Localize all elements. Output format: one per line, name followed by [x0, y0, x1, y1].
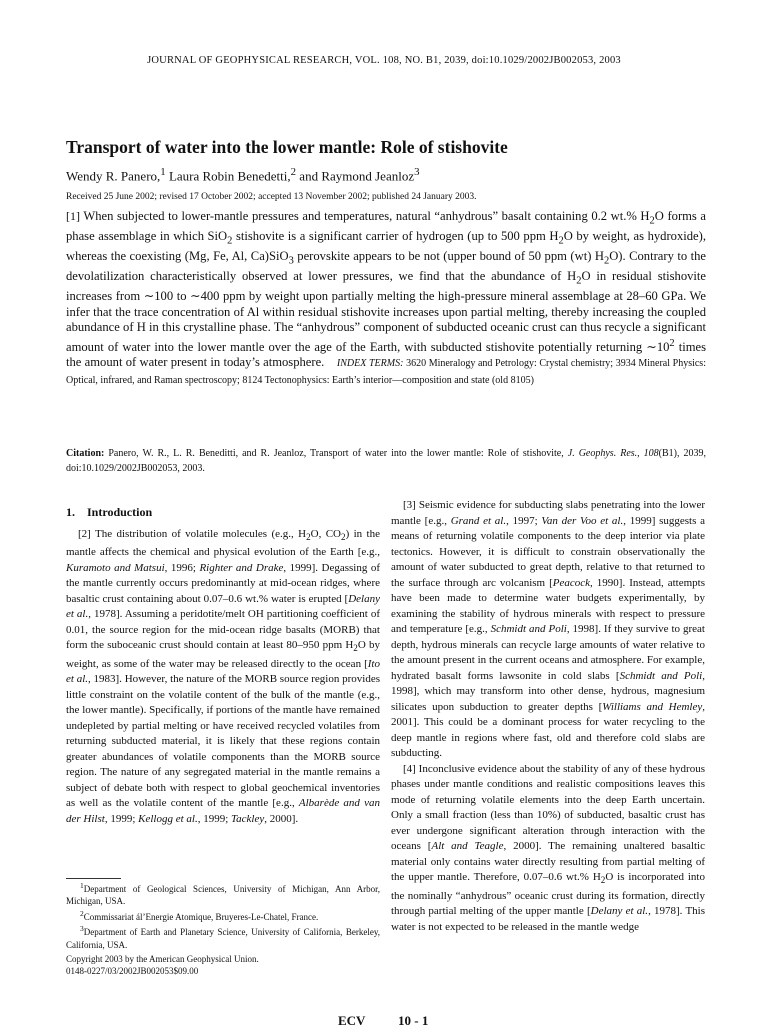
reference-link: Schmidt and Poli [490, 623, 567, 635]
author-name: Laura Robin Benedetti, [165, 168, 291, 184]
footnote: $^1$Department of Geological Sciences, University of Michigan, Ann Arbor, Michigan, USA. [66, 881, 380, 907]
body-paragraph: [3] Seismic evidence for subducting slabs penetrating into the lower mantle [e.g., Grand et al., 1997; Van der Voo et al., 1999] suggests a means of returning volatile components to the deep interior via plate tectonics. However, it is difficult to constrain observationally the amount of water subducted to great depth, relative to that returned to the surface through arc volcanism [Peacock, 1990]. Instead, attempts have been made to determine water budgets experimentally, by examining the stability of hydrous minerals with respect to pressure and temperature [e.g., Schmidt and Poli, 1998]. If they survive to great depth, hydrous minerals can recycle large amounts of water relative to the amount present in the current oceans and atmosphere. For example, hydrated basalt forms lawsonite in cold slabs [Schmidt and Poli, 1998], which may transform into other dense, hydrous, magnesium silicates upon subduction to greater depths [Williams and Hemley, 2001]. This could be a dominant process for water recycling to the deep mantle in regions where fast, old and therefore cold slabs are subducting. [391, 499, 705, 759]
right-column [391, 498, 705, 935]
affiliation-footnotes [66, 880, 380, 951]
body-paragraph: [2] The distribution of volatile molecules (e.g., $H_2O$, $CO_2$) in the mantle affects the chemical and physical evolution of the Earth [e.g., Kuramoto and Matsui, 1996; Righter and Drake, 1999]. Degassing of the mantle currently occurs predominantly at mid-ocean ridges, where basaltic crust containing about 0.07–0.6 wt.% water is erupted [Delany et al., 1978]. Assuming a peridotite/melt OH partitioning coefficient of 0.01, the source region for the mid-ocean ridge basalts (MORB) that form the suboceanic crust should contain at least 80–950 ppm $H_2O$ by weight, as some of the water may be released directly to the ocean [Ito et al., 1983]. However, the nature of the MORB source region provides little constraint on the volatile content of the bulk of the mantle (e.g., the lower mantle). Specifically, if portions of the mantle have remained undepleted by partial melting or have received recycled volatiles from returning subducted material, it is likely that these regions contain greater abundances of volatile components than the MORB source region. The nature of any segregated material in the mantle remains a subject of debate both with respect to global geochemical inventories as well as the volatile content of the mantle [e.g., Albarède and van der Hilst, 1999; Kellogg et al., 1999; Tackley, 2000]. [66, 527, 381, 825]
reference-link: Williams and Hemley [602, 700, 703, 713]
author-list [66, 166, 420, 184]
reference-link: Ito et al. [66, 657, 380, 686]
page-footer [0, 1013, 768, 1031]
left-column [66, 505, 380, 827]
affiliation-mark: 2 [290, 166, 297, 178]
copyright-notice: Copyright 2003 by the American Geophysical Union. 0148-0227/03/2002JB002053$09.00 [66, 954, 259, 976]
reference-link: Albarède and van der Hilst [66, 797, 381, 825]
reference-link: Kuramoto and Matsui [66, 561, 165, 574]
reference-link: Delany et al. [590, 905, 649, 918]
author-name: and Raymond Jeanloz [296, 168, 415, 184]
affiliation-mark: 3 [414, 166, 420, 178]
paragraph-number: [2] [78, 527, 91, 540]
reference-link: Grand et al. [450, 514, 507, 527]
reference-link: Kellogg et al. [138, 812, 198, 825]
affiliation-mark: 1 [160, 166, 166, 178]
reference-link: Peacock [552, 576, 591, 589]
reference-link: Righter and Drake [199, 561, 284, 574]
received-dates: Received 25 June 2002; revised 17 October 2002; accepted 13 November 2002; published 24 January 2003. [66, 192, 477, 202]
abstract: [1] When subjected to lower-mantle pressures and temperatures, natural “anhydrous” basalt containing 0.2 wt.% $H_2O$ forms a phase assemblage in which SiO$_2$ stishovite is a significant carrier of hydrogen (up to 500 ppm $H_2O$ by weight, as hydroxide), whereas the coexisting (Mg, Fe, Al, Ca)SiO$_3$ perovskite appears to be not (upper bound of 50 ppm (wt) $H_2O$). Contrary to the devolatilization characteristically observed at lower pressures, we find that the abundance of $H_2O$ in residual stishovite increases from ∼100 to ∼400 ppm by weight upon partially melting the high-pressure mineral assemblage at 28–60 GPa. We infer that the trace concentration of Al within residual stishovite increases upon partial melting, thereby increasing the coupled abundance of H in this crystalline phase. The “anhydrous” component of subducted oceanic crust can thus recycle a significant amount of water into the lower mantle over the age of the Earth, with subducted stishovite potentially returning $\sim 10^2$ times the amount of water present in today’s atmosphere. INDEX TERMS: 3620 Mineralogy and Petrology: Crystal chemistry; 3934 Mineral Physics: Optical, infrared, and Raman spectroscopy; 8124 Tectonophysics: Earth’s interior—composition and state (old 8105) [66, 209, 707, 386]
reference-link: Schmidt and Poli [619, 669, 703, 682]
page-number: 10 - 1 [398, 1013, 429, 1028]
footnote: $^2$Commissariat ál’Energie Atomique, Bruyeres-Le-Chatel, France. [80, 908, 319, 922]
reference-link: Alt and Teagle [431, 840, 504, 852]
section-heading: 1. Introduction [66, 505, 153, 519]
body-paragraph: [4] Inconclusive evidence about the stability of any of these hydrous phases under mantle conditions and realistic compositions leaves this mode of returning volatile elements into the deep Earth uncertain. Only a small fraction (less than 10%) of subducted, basaltic crust has ever undergone significant alteration through interaction with the oceans [Alt and Teagle, 2000]. The remaining unaltered basaltic material only contains water directly resulting from partial melting of the upper mantle. Therefore, 0.07–0.6 wt.% $H_2O$ is incorporated into the nominally “anhydrous” oceanic crust during its formation, directly through partial melting of the upper mantle [Delany et al., 1978]. This water is not expected to be released in the mantle wedge [391, 762, 705, 933]
journal-header: JOURNAL OF GEOPHYSICAL RESEARCH, VOL. 108, NO. B1, 2039, doi:10.1029/2002JB002053, 2003 [147, 55, 621, 66]
footnote-divider [66, 878, 121, 879]
reference-link: Tackley [231, 812, 265, 825]
footnote: $^3$Department of Earth and Planetary Science, University of California, Berkeley, California, USA. [66, 924, 380, 950]
citation: Citation: Panero, W. R., L. R. Beneditti, and R. Jeanloz, Transport of water into the lower mantle: Role of stishovite, J. Geophys. Res., 108(B1), 2039, doi:10.1029/2002JB002053, 2003. [66, 448, 706, 474]
reference-link: Van der Voo et al. [541, 514, 624, 527]
section-code: ECV [338, 1013, 366, 1028]
reference-link: Delany et al. [66, 592, 380, 621]
citation-journal: J. Geophys. Res., 108 [567, 448, 659, 459]
paragraph-number: [1] [66, 209, 80, 223]
paragraph-number: [4] [403, 762, 416, 775]
paper-title: Transport of water into the lower mantle: Role of stishovite [66, 137, 508, 157]
author-name: Wendy R. Panero, [66, 168, 161, 184]
index-terms: INDEX TERMS: 3620 Mineralogy and Petrology: Crystal chemistry; 3934 Mineral Physics: Optical, infrared, and Raman spectroscopy; 8124 Tectonophysics: Earth’s interior—composition and state (old 8105) [66, 358, 706, 386]
paragraph-number: [3] [403, 499, 416, 511]
